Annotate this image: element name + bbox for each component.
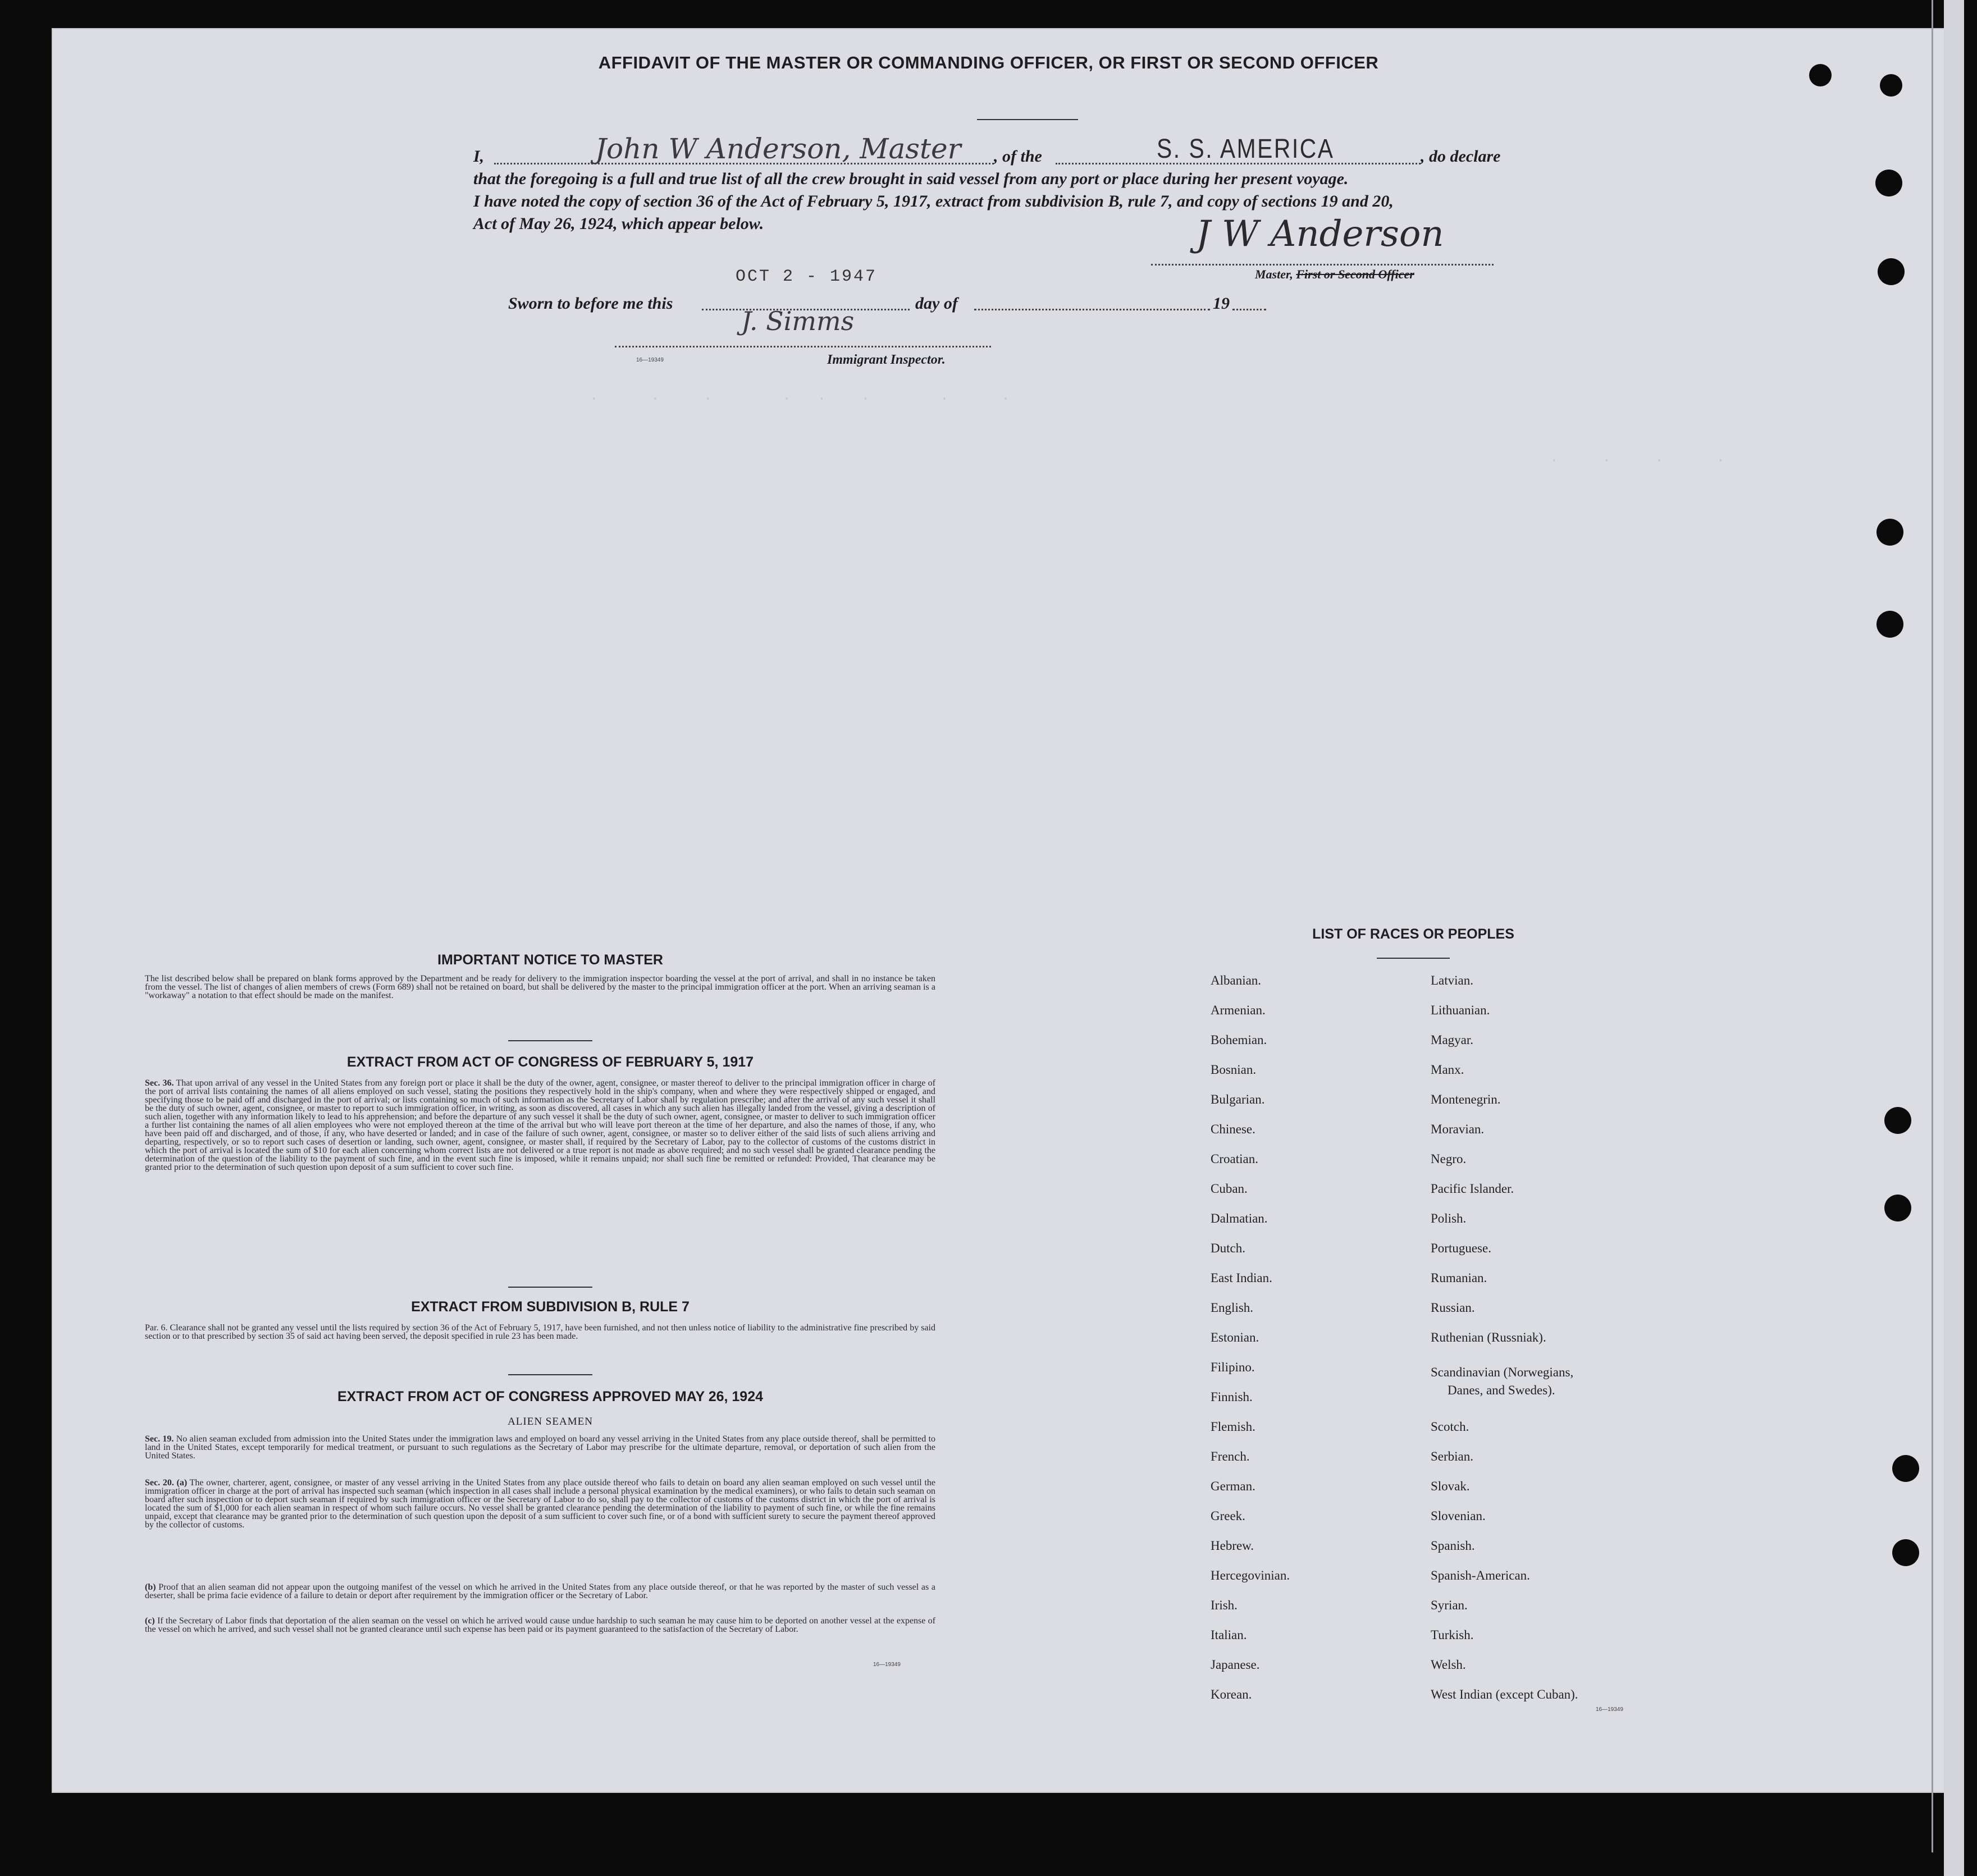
page-edge-line (1932, 0, 1933, 1852)
year-prefix: 19 (1213, 294, 1230, 313)
race-item: Chinese. (1211, 1122, 1255, 1136)
punch-hole (1878, 258, 1905, 285)
inspector-signature-line (615, 346, 991, 347)
extract-1924-title: EXTRACT FROM ACT OF CONGRESS APPROVED MAY 26, 1924 (337, 1389, 764, 1404)
extract-rule7-title: EXTRACT FROM SUBDIVISION B, RULE 7 (411, 1299, 690, 1315)
race-item: Albanian. (1211, 973, 1262, 987)
show-through-text: . . . . . . . . (590, 387, 1010, 404)
section-rule (508, 1374, 592, 1375)
race-item: Moravian. (1431, 1122, 1485, 1136)
sec20b-lead: (b) (145, 1582, 156, 1592)
race-item: Hercegovinian. (1211, 1568, 1290, 1582)
race-item: English. (1211, 1301, 1254, 1315)
race-item: Danes, and Swedes). (1448, 1383, 1555, 1397)
race-item: Estonian. (1211, 1330, 1259, 1344)
race-item: Polish. (1431, 1211, 1467, 1225)
race-item: Dalmatian. (1211, 1211, 1268, 1225)
alien-seamen-subtitle: ALIEN SEAMEN (508, 1416, 593, 1427)
affidavit-title: AFFIDAVIT OF THE MASTER OR COMMANDING OFFICER, OR FIRST OR SECOND OFFICER (598, 53, 1379, 72)
race-item: Welsh. (1431, 1658, 1466, 1672)
declarant-name: John W Anderson, Master (595, 132, 961, 165)
race-item: Bulgarian. (1211, 1092, 1265, 1106)
race-item: Filipino. (1211, 1360, 1255, 1374)
race-item: Montenegrin. (1431, 1092, 1501, 1106)
race-item: West Indian (except Cuban). (1431, 1687, 1578, 1701)
extract-1917-text (145, 1079, 935, 1172)
race-item: East Indian. (1211, 1271, 1272, 1285)
section-rule (508, 1040, 592, 1041)
race-item: Rumanian. (1431, 1271, 1487, 1285)
race-item: French. (1211, 1449, 1250, 1463)
affidavit-line-4: Act of May 26, 1924, which appear below. (473, 214, 764, 233)
race-item: Spanish-American. (1431, 1568, 1530, 1582)
sec20a-body: The owner, charterer, agent, consignee, or master of any vessel arriving in the United States from any place outside thereof who fails to detain on board any alien seaman employed on such vessel until the immigration officer in charge at the port of arrival has inspected such seaman (which inspection in all cases shall include a personal physical examination by the medical examiners), or who fails to detain such seaman on board after such inspection or to deport such seaman if required by such immigration officer or the Secretary of Labor to do so, shall pay to the collector of customs of the customs district in which the port of arrival is located the sum of $1,000 for each alien seaman in respect of whom such failure occurs. No vessel shall be granted clearance pending the determination of the liability to payment of such fine, or while the fine remains unpaid, except that clearance may be granted prior to the determination of such question upon the deposit of a sum sufficient to cover such fine, or of a bond with sufficient surety to secure the payment thereof approved by the collector of customs. (145, 1478, 935, 1530)
extract-1924-sec20c (145, 1617, 935, 1634)
race-item: German. (1211, 1479, 1255, 1493)
extract-1924-sec20a (145, 1479, 935, 1529)
race-item: Bohemian. (1211, 1033, 1267, 1047)
sworn-label: Sworn to before me this (508, 294, 673, 313)
race-item: Scotch. (1431, 1420, 1469, 1434)
extract-1917-title: EXTRACT FROM ACT OF CONGRESS OF FEBRUARY 5, 1917 (346, 1054, 754, 1070)
races-rule (1377, 958, 1450, 959)
extract-1924-sec20b (145, 1583, 935, 1600)
master-label (1255, 267, 1414, 282)
inspector-signature: J. Simms (741, 306, 855, 336)
sec20b-body: Proof that an alien seaman did not appear upon the outgoing manifest of the vessel on which he arrived in the United States from any place outside thereof, or that he was reported by the master of such vessel as a deserter, shall be prima facie evidence of a failure to detain or deport after requirement by the immigration officer or the Secretary of Labor. (145, 1582, 936, 1600)
race-item: Pacific Islander. (1431, 1182, 1514, 1196)
day-of-label: day of (915, 294, 958, 313)
race-item: Slovenian. (1431, 1509, 1486, 1523)
affidavit-line-2: that the foregoing is a full and true list of all the crew brought in said vessel from any port or place during her present voyage. (473, 170, 1349, 188)
show-through-text: . . . . (1550, 449, 1725, 466)
race-item: Japanese. (1211, 1658, 1260, 1672)
race-item: Greek. (1211, 1509, 1245, 1523)
race-item: Hebrew. (1211, 1539, 1254, 1553)
date-stamp: OCT 2 - 1947 (736, 267, 878, 286)
punch-hole (1880, 74, 1902, 97)
form-number: 16—19349 (1596, 1706, 1623, 1713)
master-signature-line (1151, 264, 1494, 266)
race-item: Turkish. (1431, 1628, 1474, 1642)
race-item: Finnish. (1211, 1390, 1253, 1404)
affidavit-of-the: , of the (994, 147, 1042, 166)
title-rule (977, 119, 1078, 120)
race-item: Syrian. (1431, 1598, 1468, 1612)
extract-rule7-text: Par. 6. Clearance shall not be granted any vessel until the lists required by section 36 of the Act of February 5, 1917, have been furnished, and not then unless notice of liability to the administrative fine prescribed by said section or to that prescribed by section 35 of said act having been served, the deposit specified in rule 23 has been made. (145, 1323, 935, 1341)
race-item: Serbian. (1431, 1449, 1474, 1463)
form-number: 16—19349 (636, 357, 664, 363)
race-item: Dutch. (1211, 1241, 1245, 1255)
sworn-year-blank (1232, 309, 1266, 310)
race-item: Slovak. (1431, 1479, 1470, 1493)
sec19-body: No alien seaman excluded from admission into the United States under the immigration laws and employed on board any vessel arriving in the United States from any place outside thereof, shall be permitted to land in the United States, except temporarily for medical treatment, or pursuant to such regulations as the Secretary of Labor may prescribe for the ultimate departure, removal, or deportation of such alien from the United States. (145, 1434, 936, 1461)
race-item: Armenian. (1211, 1003, 1266, 1017)
punch-hole (1876, 519, 1903, 546)
punch-hole (1892, 1455, 1919, 1482)
race-item: Manx. (1431, 1063, 1464, 1077)
races-title: LIST OF RACES OR PEOPLES (1312, 926, 1514, 942)
form-number: 16—19349 (873, 1662, 901, 1668)
punch-hole (1892, 1539, 1919, 1566)
sworn-month-blank (974, 309, 1210, 310)
notice-text: The list described below shall be prepared on blank forms approved by the Department and be ready for delivery to the immigration inspector boarding the vessel at the port of arrival, and shall in no instance be taken from the vessel. The list of changes of alien members of crews (Form 689) shall not be retained on board, but shall be delivered by the master to the principal immigration officer at the port. When an arriving seaman is a "workaway" a notation to that effect should be made on the manifest. (145, 974, 935, 1000)
race-item: Scandinavian (Norwegians, (1431, 1365, 1574, 1379)
race-item: Russian. (1431, 1301, 1475, 1315)
punch-hole (1875, 170, 1902, 196)
punch-hole (1884, 1107, 1911, 1134)
punch-hole (1876, 611, 1903, 638)
race-item: Lithuanian. (1431, 1003, 1490, 1017)
notice-title: IMPORTANT NOTICE TO MASTER (437, 952, 663, 968)
race-item: Irish. (1211, 1598, 1238, 1612)
affidavit-line-3: I have noted the copy of section 36 of the Act of February 5, 1917, extract from subdivision B, rule 7, and copy of sections 19 and 20, (473, 192, 1394, 211)
race-item: Cuban. (1211, 1182, 1248, 1196)
race-item: Magyar. (1431, 1033, 1474, 1047)
race-item: Italian. (1211, 1628, 1247, 1642)
master-label-text: Master, (1255, 267, 1293, 281)
page-edge-strip (1944, 0, 1964, 1876)
sec19-lead: Sec. 19. (145, 1434, 174, 1444)
race-item: Negro. (1431, 1152, 1467, 1166)
vessel-name: S. S. AMERICA (1157, 134, 1335, 164)
master-struck-text: First or Second Officer (1296, 267, 1414, 281)
affidavit-i: I, (473, 147, 485, 166)
section-rule (508, 1287, 592, 1288)
extract-1917-lead: Sec. 36. (145, 1078, 174, 1088)
extract-1917-body: That upon arrival of any vessel in the United States from any foreign port or place it shall be the duty of the owner, agent, consignee, or master thereof to deliver to the principal immigration officer in charge of the port of arrival lists containing the names of all aliens employed on such vessel, stating the positions they respectively hold in the ship's company, when and where they were respectively shipped or engaged, and specifying those to be paid off and discharged in the port of arrival; or lists containing so much of such information as the Secretary of Labor shall by regulation prescribe; and after the arrival of any such vessel it shall be the duty of such owner, agent, consignee, or master to report to such immigration officer, in writing, as soon as discovered, all cases in which any such alien has illegally landed from the vessel, giving a description of such alien, together with any information likely to lead to his apprehension; and before the departure of any such vessel it shall be the duty of such owner, agent, consignee, or master to deliver to such immigration officer a further list containing the names of all alien employees who were not employed thereon at the time of the arrival but who will leave port thereon at the time of her departure, and also the names of those, if any, who have been paid off and discharged, and of those, if any, who have deserted or landed; and in case of the failure of such owner, agent, consignee, or master so to deliver either of the said lists of such aliens arriving and departing, respectively, or so to report such cases of desertion or landing, such owner, agent, consignee, or master shall, if required by the Secretary of Labor, pay to the collector of customs of the customs district in which the port of arrival is located the sum of $10 for each alien concerning whom correct lists are not delivered or a true report is not made as above required; and no such vessel shall be granted clearance pending the determination of the question of the liability to the payment of such fine, and in the event such fine is imposed, while it remains unpaid; nor shall such fine be remitted or refunded: Provided, That clearance may be granted prior to the determination of such question upon deposit of a sum sufficient to cover such fine. (145, 1078, 935, 1172)
affidavit-do-declare: , do declare (1421, 147, 1501, 166)
race-item: Spanish. (1431, 1539, 1475, 1553)
race-item: Portuguese. (1431, 1241, 1491, 1255)
sec20a-lead: Sec. 20. (a) (145, 1478, 188, 1488)
race-item: Latvian. (1431, 973, 1473, 987)
race-item: Croatian. (1211, 1152, 1258, 1166)
sec20c-body: If the Secretary of Labor finds that deportation of the alien seaman on the vessel on which he arrived would cause undue hardship to such seaman he may cause him to be deported on another vessel at the expense of the vessel on which he arrived, and such vessel shall not be granted clearance until such expense has been paid or its payment guaranteed to the satisfaction of the Secretary of Labor. (145, 1616, 936, 1634)
master-signature: J W Anderson (1196, 213, 1444, 255)
race-item: Flemish. (1211, 1420, 1255, 1434)
inspector-label: Immigrant Inspector. (827, 353, 946, 367)
race-item: Ruthenian (Russniak). (1431, 1330, 1546, 1344)
race-item: Korean. (1211, 1687, 1252, 1701)
punch-hole (1884, 1195, 1911, 1221)
sec20c-lead: (c) (145, 1616, 155, 1626)
extract-1924-sec19 (145, 1435, 935, 1460)
race-item: Bosnian. (1211, 1063, 1257, 1077)
